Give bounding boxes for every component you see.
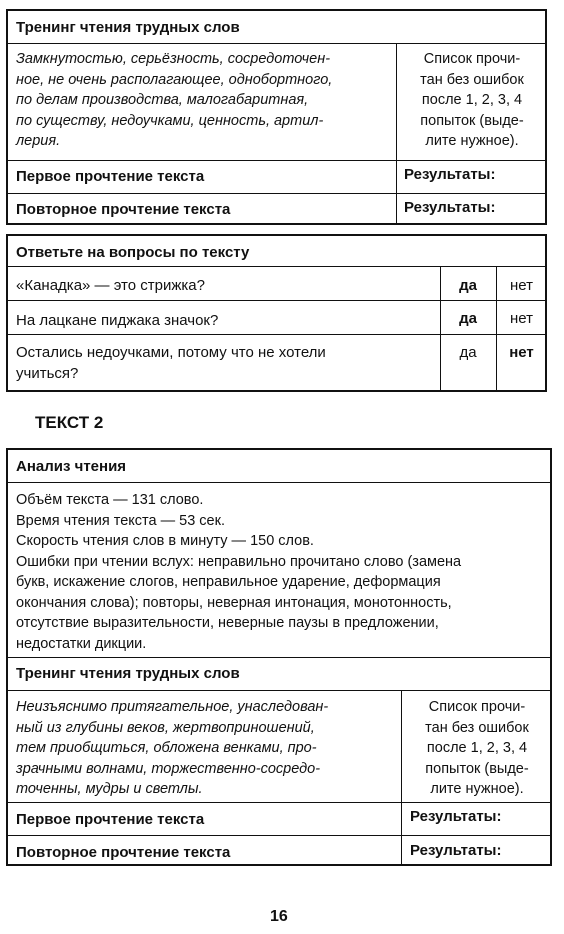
section-heading: ТЕКСТ 2: [35, 413, 104, 432]
difficult-words-list: Замкнутостью, серьёзность, сосредоточен- ное, не очень располагающее, однобортного, по делам производства, малогабаритная, по существу, недоучками, ценность, артил- лерия.: [16, 51, 333, 149]
first-reading-label: Первое прочтение текста: [16, 168, 205, 185]
reading-training-table-1: [6, 9, 547, 225]
divider: [396, 43, 397, 225]
answer-yes[interactable]: да: [459, 344, 477, 361]
divider: [8, 835, 550, 836]
divider: [8, 266, 545, 267]
results-label: Результаты:: [410, 842, 502, 859]
table-title: Тренинг чтения трудных слов: [16, 665, 240, 682]
question-text: Остались недоучками, потому что не хотели учиться?: [16, 344, 326, 382]
answer-yes[interactable]: да: [459, 310, 477, 327]
questions-title: Ответьте на вопросы по тексту: [16, 244, 250, 261]
attempts-note: Список прочи- тан без ошибок после 1, 2, 3, 4 попыток (выде- лите нужное).: [425, 699, 529, 797]
difficult-words-list: Неизъяснимо притягательное, унаследован- ный из глубины веков, жертвоприношений, тем приобщиться, обложена венками, про- зрачными волнами, торжественно-сосредо- точенны, мудры и светлы.: [16, 699, 329, 797]
answer-no[interactable]: нет: [510, 310, 533, 327]
divider: [8, 160, 545, 161]
question-text: «Канадка» — это стрижка?: [16, 277, 205, 294]
answer-no[interactable]: нет: [509, 344, 534, 361]
table-title: Тренинг чтения трудных слов: [16, 19, 240, 36]
answer-no[interactable]: нет: [510, 277, 533, 294]
analysis-text: Объём текста — 131 слово. Время чтения текста — 53 сек. Скорость чтения слов в минуту — 150 слов. Ошибки при чтении вслух: неправильно прочитано слово (замена букв, искажение слогов, неправильное ударение, деформация окончания слова); повторы, неверная интонация, монотонность, отсутствие выразительности, неверные паузы в предложении, недостатки дикции.: [16, 492, 462, 652]
analysis-title: Анализ чтения: [16, 458, 127, 475]
divider: [8, 657, 550, 658]
second-reading-label: Повторное прочтение текста: [16, 844, 231, 861]
divider: [401, 690, 402, 866]
divider: [8, 802, 550, 803]
divider: [8, 43, 545, 44]
attempts-note: Список прочи- тан без ошибок после 1, 2, 3, 4 попыток (выде- лите нужное).: [420, 51, 524, 149]
page-number: 16: [270, 908, 288, 925]
results-label: Результаты:: [404, 199, 496, 216]
answer-yes[interactable]: да: [459, 277, 477, 294]
results-label: Результаты:: [404, 166, 496, 183]
divider: [8, 300, 545, 301]
question-text: На лацкане пиджака значок?: [16, 312, 219, 329]
divider: [8, 690, 550, 691]
divider: [8, 334, 545, 335]
reading-analysis-table: [6, 448, 552, 866]
divider: [8, 482, 550, 483]
first-reading-label: Первое прочтение текста: [16, 811, 205, 828]
divider: [8, 193, 545, 194]
questions-table: [6, 234, 547, 392]
results-label: Результаты:: [410, 808, 502, 825]
second-reading-label: Повторное прочтение текста: [16, 201, 231, 218]
